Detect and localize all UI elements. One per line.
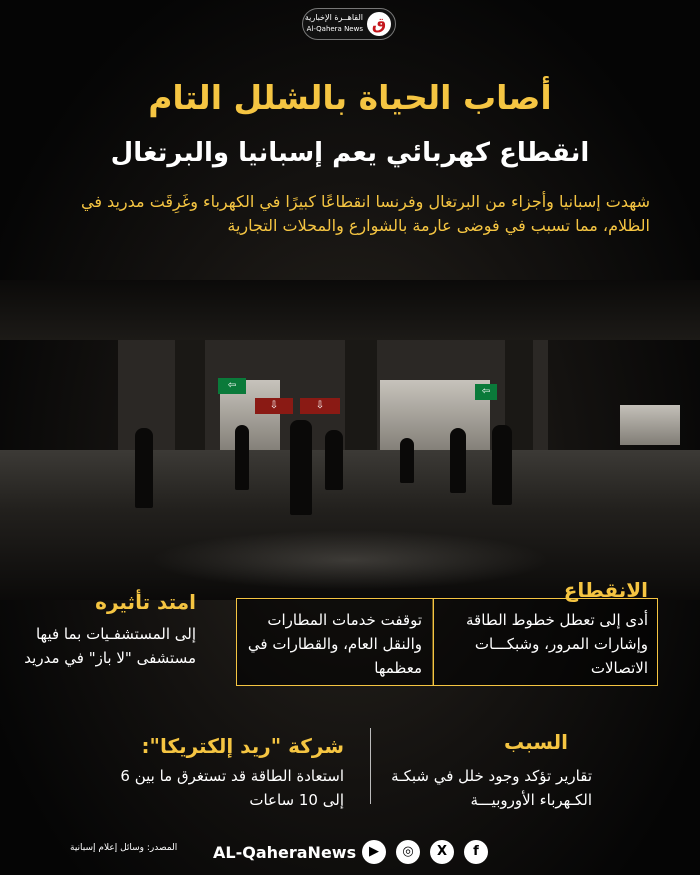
window — [380, 380, 490, 450]
section-text-services: توقفت خدمات المطارات والنقل العام، والقطارات في معظمها — [247, 611, 422, 677]
al-qahera-logo — [302, 8, 396, 40]
floor-reflection — [150, 530, 550, 590]
section-text-outage: أدى إلى تعطل خطوط الطاقة وإشارات المرور، وشبكـــات الاتصالات — [466, 611, 648, 677]
section-text-impact: إلى المستشفـيات بما فيها مستشفى "لا باز" في مدريد — [24, 625, 196, 667]
exit-sign: ⇦ — [475, 384, 497, 400]
ceiling — [0, 280, 700, 340]
silhouette-person — [325, 430, 343, 490]
instagram-icon[interactable]: ◎ — [396, 840, 420, 864]
direction-sign: ⇩ — [255, 398, 293, 414]
window — [620, 405, 680, 445]
silhouette-person — [400, 438, 414, 483]
silhouette-person — [135, 428, 153, 508]
silhouette-person — [235, 425, 249, 490]
section-title-cause: السبب — [503, 730, 568, 754]
exit-sign: ⇦ — [218, 378, 246, 394]
airport-photo — [0, 280, 700, 600]
x-icon[interactable]: X — [430, 840, 454, 864]
silhouette-person — [492, 425, 512, 505]
silhouette-person — [290, 420, 312, 515]
headline: أصاب الحياة بالشلل التام — [148, 78, 552, 117]
section-title-company: شركة "ريد إلكتريكا": — [141, 734, 344, 758]
source-note: المصدر: وسائل إعلام إسبانية — [70, 843, 178, 853]
youtube-icon[interactable]: ▶ — [362, 840, 386, 864]
footer-brand: AL-QaheraNews — [213, 843, 357, 862]
facebook-icon[interactable]: f — [464, 840, 488, 864]
social-icons — [362, 840, 488, 864]
direction-sign: ⇩ — [300, 398, 340, 414]
section-text-cause: تقارير تؤكد وجود خلل في شبكـة الكـهرباء الأوروبيـــة — [391, 767, 592, 809]
section-title-outage: الانقطاع — [563, 578, 648, 602]
logo-english-text: Al-Qahera News — [306, 25, 363, 33]
logo-arabic-text: القاهــرة الإخبارية — [304, 13, 363, 22]
section-text-company: استعادة الطاقة قد تستغرق ما بين 6 إلى 10 ساعات — [120, 767, 344, 809]
silhouette-person — [450, 428, 466, 493]
logo-mark-icon: ق — [367, 12, 391, 36]
section-title-impact: امتد تأثيره — [95, 590, 196, 614]
subheadline: انقطاع كهربائي يعم إسبانيا والبرتغال — [110, 138, 590, 168]
intro-paragraph: شهدت إسبانيا وأجزاء من البرتغال وفرنسا انقطاعًا كبيرًا في الكهرباء وغَرِقَت مدريد في الظلام، مما تسبب في فوضى عارمة بالشوارع والمحلات التجارية — [80, 192, 650, 235]
